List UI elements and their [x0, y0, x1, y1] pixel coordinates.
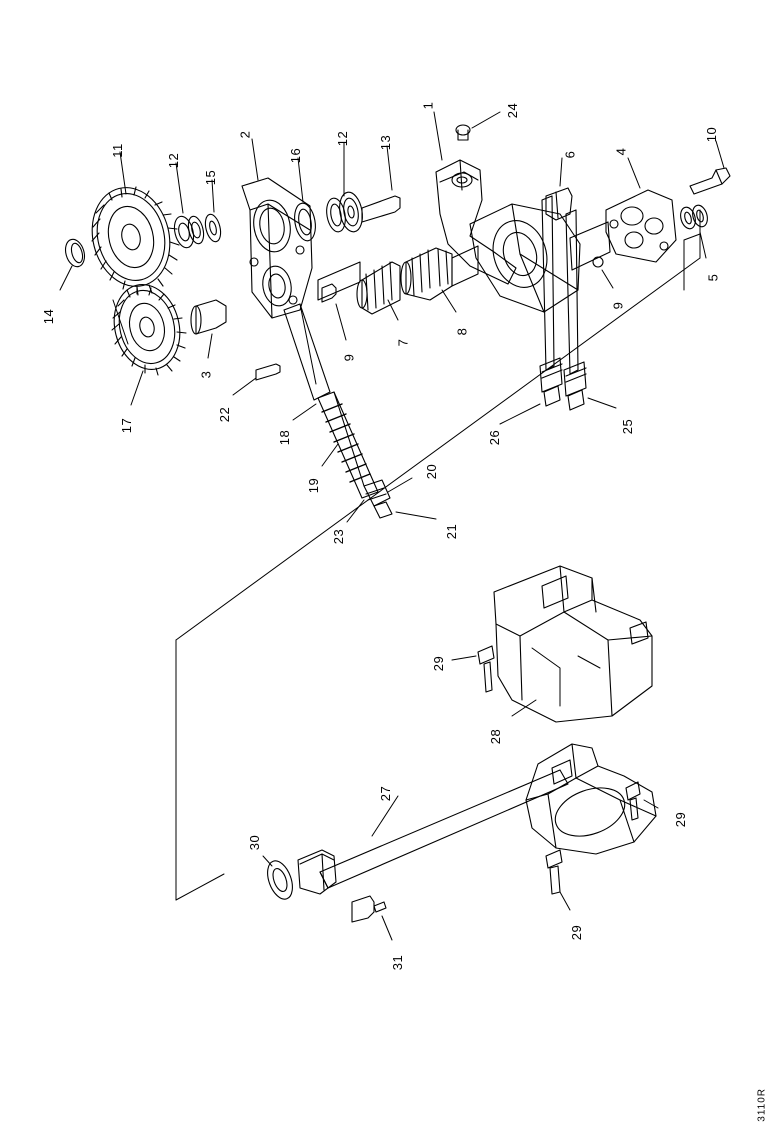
callout-7: 7	[395, 338, 411, 347]
callout-24: 24	[505, 102, 521, 119]
callout-3: 3	[198, 370, 214, 379]
callout-30: 30	[247, 834, 263, 851]
callout-22: 22	[217, 406, 233, 423]
callout-15: 15	[203, 169, 219, 186]
callout-27: 27	[378, 785, 394, 802]
callout-12-a: 12	[166, 152, 182, 169]
callout-10: 10	[704, 126, 720, 143]
callout-17: 17	[119, 417, 135, 434]
callout-25: 25	[620, 418, 636, 435]
callout-13: 13	[378, 134, 394, 151]
callout-8: 8	[454, 327, 470, 336]
callout-11: 11	[109, 143, 125, 158]
callout-28: 28	[488, 728, 504, 745]
callout-31: 31	[390, 954, 406, 971]
callout-26: 26	[487, 429, 503, 446]
callout-1: 1	[420, 101, 436, 110]
callout-9-a: 9	[610, 301, 626, 310]
callout-4: 4	[613, 147, 629, 156]
callout-14: 14	[41, 308, 57, 325]
callout-2: 2	[237, 130, 253, 139]
callout-23: 23	[331, 528, 347, 545]
callout-29-c: 29	[569, 924, 585, 941]
callout-21: 21	[444, 523, 460, 540]
callout-5: 5	[705, 273, 721, 282]
callout-20: 20	[424, 463, 440, 480]
callout-19: 19	[306, 477, 322, 494]
drawing-code: 3110R	[757, 1088, 768, 1122]
callout-6: 6	[562, 150, 578, 159]
callout-12-b: 12	[335, 130, 351, 147]
callout-18: 18	[277, 429, 293, 446]
callout-16: 16	[288, 147, 304, 164]
callout-9-b: 9	[341, 353, 357, 362]
callout-29-a: 29	[431, 655, 447, 672]
callout-29-b: 29	[673, 811, 689, 828]
